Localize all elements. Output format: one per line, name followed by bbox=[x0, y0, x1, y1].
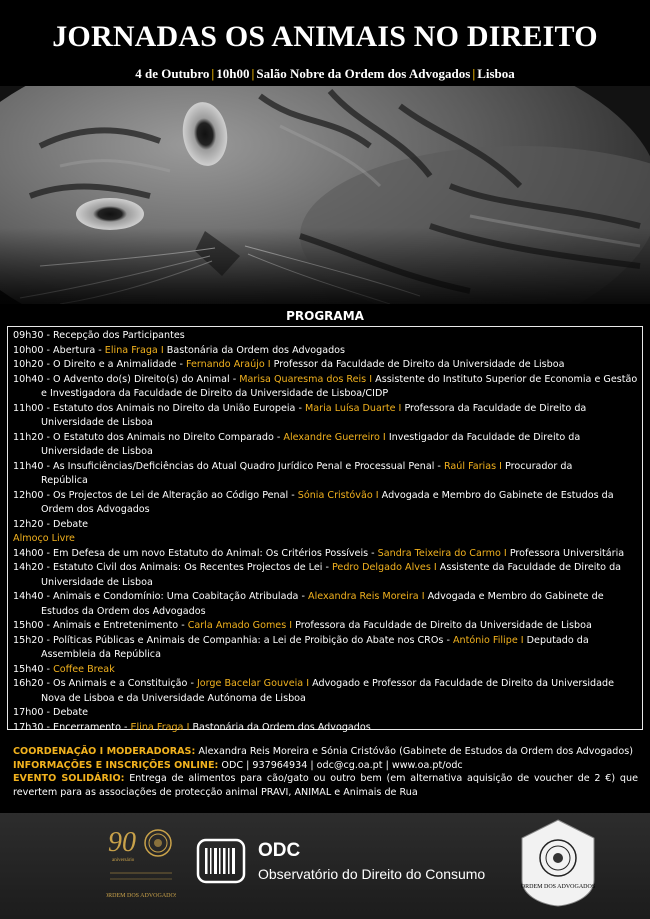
speaker-name: Sónia Cristóvão I bbox=[297, 489, 379, 501]
svg-text:ORDEM DOS ADVOGADOS: ORDEM DOS ADVOGADOS bbox=[106, 893, 176, 899]
program-item: 14h20 - Estatuto Civil dos Animais: Os Recentes Projectos de Lei - Pedro Delgado Alves I Assistente da Faculdade de Direito da Universidade de Lisboa bbox=[13, 562, 622, 588]
svg-text:aniversário: aniversário bbox=[112, 858, 135, 863]
program-item: 16h20 - Os Animais e a Constituição - Jorge Bacelar Gouveia I Advogado e Professor da Faculdade de Direito da Universidade Nova de Lisboa e da Universidade Autónoma de Lisboa bbox=[13, 678, 614, 704]
speaker-name: Carla Amado Gomes I bbox=[187, 620, 293, 631]
speaker-name: Jorge Bacelar Gouveia I bbox=[196, 678, 310, 689]
speaker-name: Marisa Quaresma dos Reis I bbox=[239, 373, 373, 385]
program-item: 10h00 - Abertura - Elina Fraga I Bastonária da Ordem dos Advogados bbox=[13, 344, 346, 356]
event-venue: Salão Nobre da Ordem dos Advogados bbox=[256, 66, 471, 81]
program-item: 10h20 - O Direito e a Animalidade - Fernando Araújo I Professor da Faculdade de Direito da Universidade de Lisboa bbox=[13, 359, 565, 370]
speaker-name: Pedro Delgado Alves I bbox=[331, 562, 437, 573]
speaker-name: Sandra Teixeira do Carmo I bbox=[377, 547, 507, 559]
ninety-years-seal bbox=[106, 825, 176, 919]
program-item: 14h40 - Animais e Condomínio: Uma Coabitação Atribulada - Alexandra Reis Moreira I Advogada e Membro do Gabinete de Estudos da Ordem dos Advogados bbox=[13, 591, 604, 617]
coffee-break: Coffee Break bbox=[53, 663, 115, 675]
speaker-name: Alexandra Reis Moreira I bbox=[308, 591, 425, 602]
program-item: 09h30 - Recepção dos Participantes bbox=[13, 330, 185, 341]
speaker-name: Fernando Araújo I bbox=[185, 359, 271, 370]
program-item: 15h40 - Coffee Break bbox=[13, 663, 115, 675]
odc-full-name: Observatório do Direito do Consumo bbox=[258, 866, 486, 882]
program-item: 11h00 - Estatuto dos Animais no Direito da União Europeia - Maria Luísa Duarte I Professora da Faculdade de Direito da Universidade de Lisboa bbox=[13, 402, 587, 428]
coordination-line: COORDENAÇÃO I MODERADORAS: Alexandra Reis Moreira e Sónia Cristóvão (Gabinete de Estudos da Ordem dos Advogados) bbox=[13, 746, 633, 757]
program-item: 15h20 - Políticas Públicas e Animais de Companhia: a Lei de Proibição do Abate nos CROs - António Filipe I Deputado da Assembleia da República bbox=[13, 634, 589, 660]
event-subtitle: 4 de Outubro | 10h00 | Salão Nobre da Ordem dos Advogados | Lisboa bbox=[135, 66, 515, 81]
program-item: 12h20 - Debate bbox=[13, 518, 88, 530]
speaker-name: Raúl Farias I bbox=[443, 460, 502, 472]
ordem-advogados-seal bbox=[518, 818, 598, 908]
event-city: Lisboa bbox=[477, 66, 515, 81]
event-info bbox=[13, 745, 638, 799]
program-item bbox=[13, 532, 638, 547]
lunch-break: Almoço Livre bbox=[13, 533, 75, 544]
program-item: 11h40 - As Insuficiências/Deficiências do Atual Quadro Jurídico Penal e Processual Penal - Raúl Farias I Procurador da República bbox=[13, 460, 573, 486]
odc-acronym: ODC bbox=[258, 840, 301, 861]
cat-photo bbox=[0, 86, 650, 304]
speaker-name: Alexandre Guerreiro I bbox=[283, 431, 386, 443]
program-list bbox=[13, 329, 638, 735]
program-item: 17h00 - Debate bbox=[13, 707, 88, 718]
event-date: 4 de Outubro bbox=[135, 66, 210, 81]
speaker-name: Elina Fraga I bbox=[104, 344, 164, 356]
program-item: 17h30 - Encerramento - Elina Fraga I Bastonária da Ordem dos Advogados bbox=[13, 721, 371, 733]
svg-text:90: 90 bbox=[108, 827, 136, 858]
program-item: 10h40 - O Advento do(s) Direito(s) do Animal - Marisa Quaresma dos Reis I Assistente do Instituto Superior de Economia e Gestão e Investigadora da Faculdade de Direito da Universidade de Lisboa/CIDP bbox=[13, 373, 638, 399]
event-title: JORNADAS OS ANIMAIS NO DIREITO bbox=[52, 20, 598, 53]
program-heading: PROGRAMA bbox=[286, 309, 364, 323]
event-time: 10h00 bbox=[216, 66, 250, 81]
speaker-name: Maria Luísa Duarte I bbox=[305, 402, 402, 414]
contact-line: INFORMAÇÕES E INSCRIÇÕES ONLINE: ODC | 937964934 | odc@cg.oa.pt | www.oa.pt/odc bbox=[13, 759, 463, 771]
program-item: 12h00 - Os Projectos de Lei de Alteração ao Código Penal - Sónia Cristóvão I Advogada e Membro do Gabinete de Estudos da Ordem dos Advogados bbox=[13, 489, 614, 515]
odc-logo-text bbox=[258, 840, 485, 882]
ordem-advogados-label: ORDEM DOS ADVOGADOS bbox=[520, 884, 596, 890]
program-item: 11h20 - O Estatuto dos Animais no Direito Comparado - Alexandre Guerreiro I Investigador da Faculdade de Direito da Universidade de Lisboa bbox=[13, 431, 581, 457]
solidarity-line: EVENTO SOLIDÁRIO: Entrega de alimentos para cão/gato ou outro bem (em alternativa aquisição de voucher de 2 €) que revertem para as associações de protecção animal PRAVI, ANIMAL e Animais de Rua bbox=[13, 773, 639, 798]
program-item: 15h00 - Animais e Entretenimento - Carla Amado Gomes I Professora da Faculdade de Direito da Universidade de Lisboa bbox=[13, 620, 592, 631]
odc-barcode-logo bbox=[196, 838, 246, 884]
speaker-name: António Filipe I bbox=[452, 634, 524, 646]
speaker-name: Elina Fraga I bbox=[130, 721, 190, 733]
program-item: 14h00 - Em Defesa de um novo Estatuto do Animal: Os Critérios Possíveis - Sandra Teixeira do Carmo I Professora Universitária bbox=[13, 547, 625, 559]
